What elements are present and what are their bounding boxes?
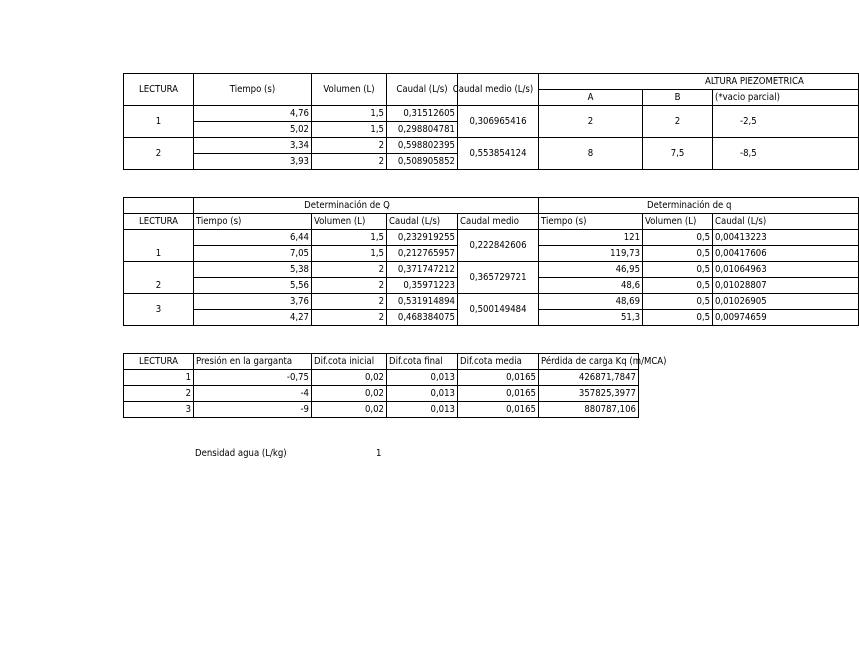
caudal-cell: 0,212765957 <box>387 246 458 262</box>
caudal-q-cell: 0,00417606 <box>713 246 859 262</box>
volumen-cell: 1,5 <box>312 122 387 138</box>
caudal-cell: 0,468384075 <box>387 310 458 326</box>
volumen-cell: 1,5 <box>312 246 387 262</box>
perdida-carga-table-clip <box>123 353 778 418</box>
header-determinacion-Q: Determinación de Q <box>194 198 539 214</box>
tiempo-cell: 3,34 <box>194 138 312 154</box>
header-tiempo: Tiempo (s) <box>194 214 312 230</box>
altura-b-cell: 2 <box>643 106 713 138</box>
volumen-q-cell: 0,5 <box>643 262 713 278</box>
volumen-cell: 2 <box>312 294 387 310</box>
tiempo-cell: 3,76 <box>194 294 312 310</box>
lectura-cell: 1 <box>124 230 194 262</box>
presion-cell: -4 <box>194 386 312 402</box>
tiempo-q-cell: 51,3 <box>539 310 643 326</box>
header-caudal-medio: Caudal medio <box>458 214 539 230</box>
volumen-q-cell: 0,5 <box>643 230 713 246</box>
lectura-cell: 1 <box>124 106 194 138</box>
caudal-cell: 0,31512605 <box>387 106 458 122</box>
perdida-carga-cell: 880787,106 <box>539 402 639 418</box>
dif-cota-media-cell: 0,0165 <box>458 370 539 386</box>
densidad-label: Densidad agua (L/kg) <box>195 448 287 459</box>
lectura-cell: 2 <box>124 386 194 402</box>
caudal-medio-cell: 0,553854124 <box>458 138 539 170</box>
lectura-cell: 2 <box>124 138 194 170</box>
volumen-cell: 2 <box>312 154 387 170</box>
header-lectura: LECTURA <box>124 214 194 230</box>
volumen-cell: 1,5 <box>312 106 387 122</box>
volumen-cell: 1,5 <box>312 230 387 246</box>
tiempo-cell: 5,56 <box>194 278 312 294</box>
tiempo-q-cell: 48,6 <box>539 278 643 294</box>
header-volumen: Volumen (L) <box>312 214 387 230</box>
caudal-cell: 0,531914894 <box>387 294 458 310</box>
caudal-cell: 0,508905852 <box>387 154 458 170</box>
header-altura-piezometrica: ALTURA PIEZOMETRICA <box>539 74 859 90</box>
altura-a-cell: 2 <box>539 106 643 138</box>
volumen-q-cell: 0,5 <box>643 278 713 294</box>
table-row <box>124 402 639 418</box>
caudal-medio-cell: 0,500149484 <box>458 294 539 326</box>
tiempo-cell: 5,02 <box>194 122 312 138</box>
caudal-cell: 0,598802395 <box>387 138 458 154</box>
header-volumen: Volumen (L) <box>312 74 387 106</box>
dif-cota-media-cell: 0,0165 <box>458 402 539 418</box>
header-presion: Presión en la garganta <box>194 354 312 370</box>
dif-cota-inicial-cell: 0,02 <box>312 370 387 386</box>
caudal-q-cell: 0,01064963 <box>713 262 859 278</box>
header-perdida-carga: Pérdida de carga Kq (m/MCA) <box>539 354 639 370</box>
caudal-medio-cell: 0,365729721 <box>458 262 539 294</box>
caudal-medio-cell: 0,306965416 <box>458 106 539 138</box>
header-vacio-parcial: (*vacio parcial) <box>713 90 859 106</box>
header-volumen-q: Volumen (L) <box>643 214 713 230</box>
volumen-q-cell: 0,5 <box>643 246 713 262</box>
header-a: A <box>539 90 643 106</box>
altura-a-cell: 8 <box>539 138 643 170</box>
presion-cell: -9 <box>194 402 312 418</box>
volumen-cell: 2 <box>312 278 387 294</box>
tiempo-q-cell: 119,73 <box>539 246 643 262</box>
dif-cota-inicial-cell: 0,02 <box>312 402 387 418</box>
altura-b-cell: 7,5 <box>643 138 713 170</box>
lectura-cell: 3 <box>124 294 194 326</box>
header-dif-cota-media: Dif.cota media <box>458 354 539 370</box>
volumen-q-cell: 0,5 <box>643 294 713 310</box>
perdida-carga-cell: 357825,3977 <box>539 386 639 402</box>
determinacion-table-clip <box>123 197 778 326</box>
volumen-cell: 2 <box>312 262 387 278</box>
dif-cota-final-cell: 0,013 <box>387 386 458 402</box>
tiempo-q-cell: 46,95 <box>539 262 643 278</box>
header-caudal-q: Caudal (L/s) <box>713 214 859 230</box>
header-dif-cota-inicial: Dif.cota inicial <box>312 354 387 370</box>
lecturas-table-clip <box>123 73 804 170</box>
tiempo-q-cell: 48,69 <box>539 294 643 310</box>
perdida-carga-cell: 426871,7847 <box>539 370 639 386</box>
densidad-value: 1 <box>376 448 382 459</box>
tiempo-cell: 6,44 <box>194 230 312 246</box>
lecturas-table <box>123 73 859 170</box>
caudal-cell: 0,371747212 <box>387 262 458 278</box>
volumen-q-cell: 0,5 <box>643 310 713 326</box>
lectura-cell: 3 <box>124 402 194 418</box>
tiempo-cell: 4,76 <box>194 106 312 122</box>
lectura-cell: 1 <box>124 370 194 386</box>
caudal-q-cell: 0,00974659 <box>713 310 859 326</box>
volumen-cell: 2 <box>312 310 387 326</box>
dif-cota-media-cell: 0,0165 <box>458 386 539 402</box>
header-dif-cota-final: Dif.cota final <box>387 354 458 370</box>
header-blank <box>124 198 194 214</box>
header-caudal: Caudal (L/s) <box>387 214 458 230</box>
header-caudal-medio: Caudal medio (L/s) <box>458 74 539 106</box>
header-tiempo: Tiempo (s) <box>194 74 312 106</box>
header-lectura: LECTURA <box>124 74 194 106</box>
tiempo-cell: 7,05 <box>194 246 312 262</box>
tiempo-cell: 3,93 <box>194 154 312 170</box>
tiempo-cell: 4,27 <box>194 310 312 326</box>
dif-cota-final-cell: 0,013 <box>387 402 458 418</box>
dif-cota-final-cell: 0,013 <box>387 370 458 386</box>
perdida-carga-table <box>123 353 667 418</box>
determinacion-table <box>123 197 859 326</box>
caudal-q-cell: 0,01026905 <box>713 294 859 310</box>
altura-vacio-cell: -8,5 <box>713 138 859 170</box>
caudal-cell: 0,35971223 <box>387 278 458 294</box>
caudal-q-cell: 0,01028807 <box>713 278 859 294</box>
header-lectura: LECTURA <box>124 354 194 370</box>
header-caudal: Caudal (L/s) <box>387 74 458 106</box>
table-row <box>124 386 639 402</box>
tiempo-cell: 5,38 <box>194 262 312 278</box>
lectura-cell: 2 <box>124 262 194 294</box>
caudal-q-cell: 0,00413223 <box>713 230 859 246</box>
header-determinacion-q: Determinación de q <box>539 198 859 214</box>
presion-cell: -0,75 <box>194 370 312 386</box>
altura-vacio-cell: -2,5 <box>713 106 859 138</box>
header-tiempo-q: Tiempo (s) <box>539 214 643 230</box>
table-row <box>124 370 639 386</box>
caudal-cell: 0,298804781 <box>387 122 458 138</box>
volumen-cell: 2 <box>312 138 387 154</box>
tiempo-q-cell: 121 <box>539 230 643 246</box>
caudal-medio-cell: 0,222842606 <box>458 230 539 262</box>
dif-cota-inicial-cell: 0,02 <box>312 386 387 402</box>
header-b: B <box>643 90 713 106</box>
caudal-cell: 0,232919255 <box>387 230 458 246</box>
